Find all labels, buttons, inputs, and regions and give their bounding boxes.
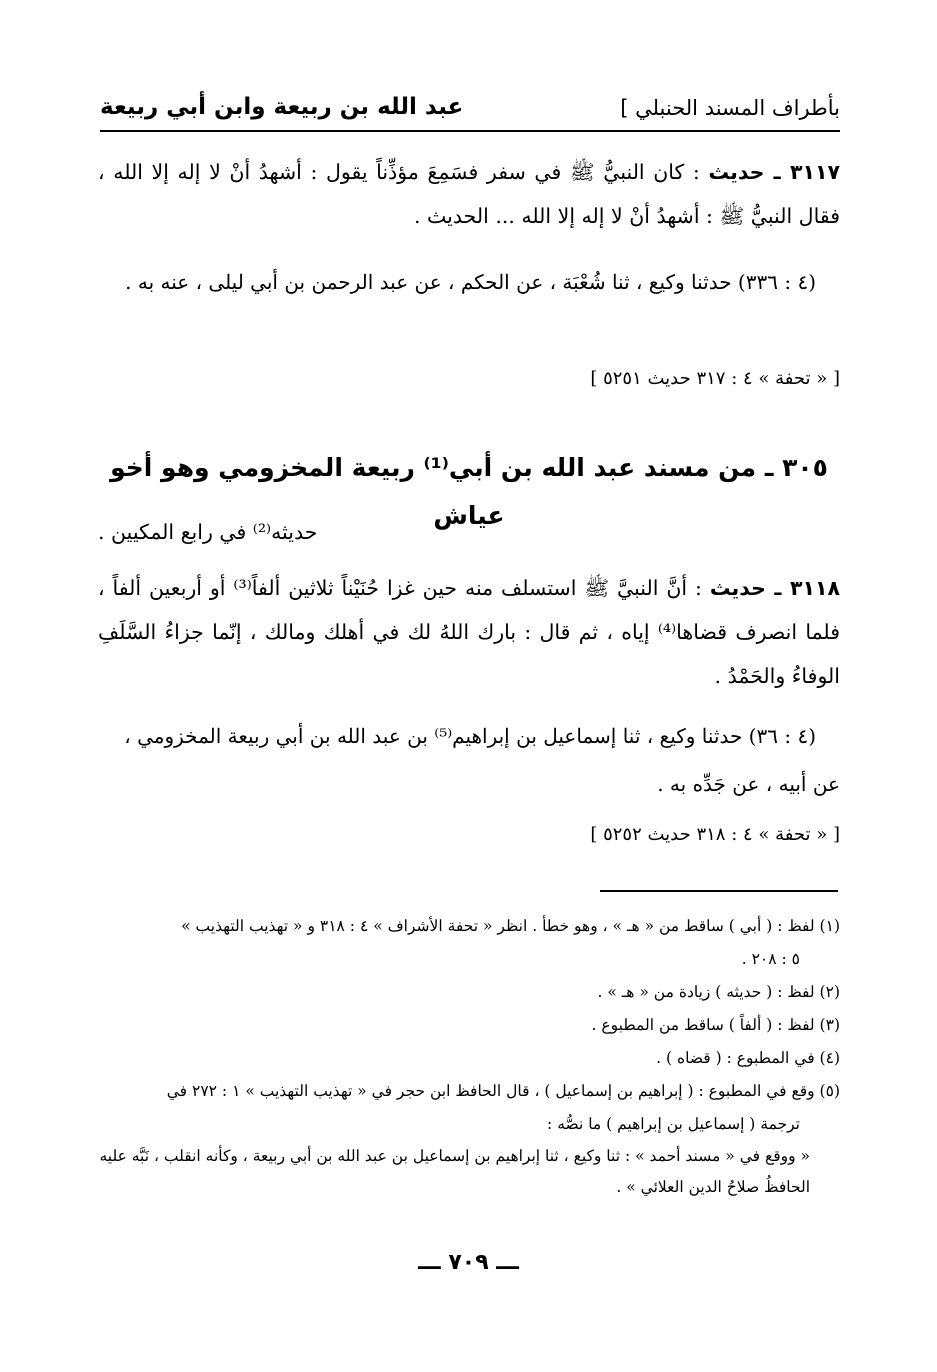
footnote-2 — [98, 976, 840, 1009]
footnote-1-line1: (١) لفظ : ( أبي ) ساقط من « هـ » ، وهو خطأ . انظر « تحفة الأشراف » ٤ : ٣١٨ و « تهذيب التهذيب » — [181, 917, 840, 935]
section-subline-text: حديثه⁽²⁾ في رابع المكيين . — [98, 520, 318, 544]
section-heading: ٣٠٥ ـ من مسند عبد الله بن أبي⁽¹⁾ ربيعة المخزومي وهو أخو عياش — [110, 453, 828, 530]
hadith-dash: ـ — [764, 160, 790, 184]
hadith-number: ٣١١٨ — [789, 576, 840, 600]
hadith-text: : كان النبيُّ ﷺ في سفر فسَمِعَ مؤذِّناً يقول : أشهدُ أنْ لا إله إلا الله ، فقال النبيُّ ﷺ : أشهدُ أنْ لا إله إلا الله ... الحديث . — [98, 160, 840, 228]
hadith-number: ٣١١٧ — [789, 160, 840, 184]
hadith-3118-chain: (٤ : ٣٦) حدثنا وكيع ، ثنا إسماعيل بن إبراهيم⁽⁵⁾ بن عبد الله بن أبي ربيعة المخزومي ، عن أبيه ، عن جَدِّه به . — [124, 724, 840, 796]
footnote-3 — [98, 1009, 840, 1042]
footnote-separator — [600, 890, 838, 892]
footnote-3-line1: (٣) لفظ : ( ألفاً ) ساقط من المطبوع . — [591, 1016, 840, 1034]
footnote-4-line1: (٤) في المطبوع : ( قضاه ) . — [656, 1049, 840, 1067]
hadith-keyword: حديث — [709, 576, 766, 600]
footnote-1 — [98, 910, 840, 976]
hadith-3118 — [98, 566, 840, 698]
page-number: ـــ ٧٠٩ ـــ — [418, 1250, 519, 1275]
hadith-3118-reference: [ « تحفة » ٤ : ٣١٨ حديث ٥٢٥٢ ] — [590, 824, 840, 845]
footnotes — [98, 910, 840, 1203]
footnote-1-line2: ٥ : ٢٠٨ . — [741, 950, 800, 968]
hadith-3117 — [98, 150, 840, 238]
hadith-dash: ـ — [765, 576, 790, 600]
header-book-title: بأطراف المسند الحنبلي ] — [620, 96, 840, 120]
hadith-text: : أنَّ النبيَّ ﷺ استسلف منه حين غزا حُنَيْناً ثلاثين ألفاً⁽³⁾ أو أربعين ألفاً ، فلما انصرف قضاها⁽⁴⁾ إياه ، ثم قال : بارك اللهُ لك في أهلك ومالك ، إنّما جزاءُ السَّلَفِ الوفاءُ والحَمْدُ . — [98, 576, 841, 688]
hadith-keyword: حديث — [708, 160, 765, 184]
footnote-2-line1: (٢) لفظ : ( حديثه ) زيادة من « هـ » . — [597, 983, 840, 1001]
hadith-3117-chain: (٤ : ٣٣٦) حدثنا وكيع ، ثنا شُعْبَة ، عن الحكم ، عن عبد الرحمن بن أبي ليلى ، عنه به . — [125, 270, 816, 294]
hadith-3117-reference: [ « تحفة » ٤ : ٣١٧ حديث ٥٢٥١ ] — [590, 368, 840, 389]
footnote-5-line1: (٥) وقع في المطبوع : ( إبراهيم بن إسماعيل ) ، قال الحافظ ابن حجر في « تهذيب التهذيب » ١ : ٢٧٢ في — [166, 1082, 840, 1100]
footnote-5-quote: « ووقع في « مسند أحمد » : ثنا وكيع ، ثنا إبراهيم بن إسماعيل بن عبد الله بن أبي ربيعة ، وكأنه انقلب ، نَبَّه عليه الحافظُ صلاحُ الدين العلائي » . — [99, 1147, 810, 1196]
footnote-4 — [98, 1042, 840, 1075]
footnote-5-line2: ترجمة ( إسماعيل بن إبراهيم ) ما نصُّه : — [547, 1115, 800, 1133]
section-subline — [98, 512, 840, 552]
header-chapter-title: عبد الله بن ربيعة وابن أبي ربيعة — [100, 94, 464, 120]
running-header — [100, 92, 840, 132]
footnote-5 — [98, 1075, 840, 1141]
